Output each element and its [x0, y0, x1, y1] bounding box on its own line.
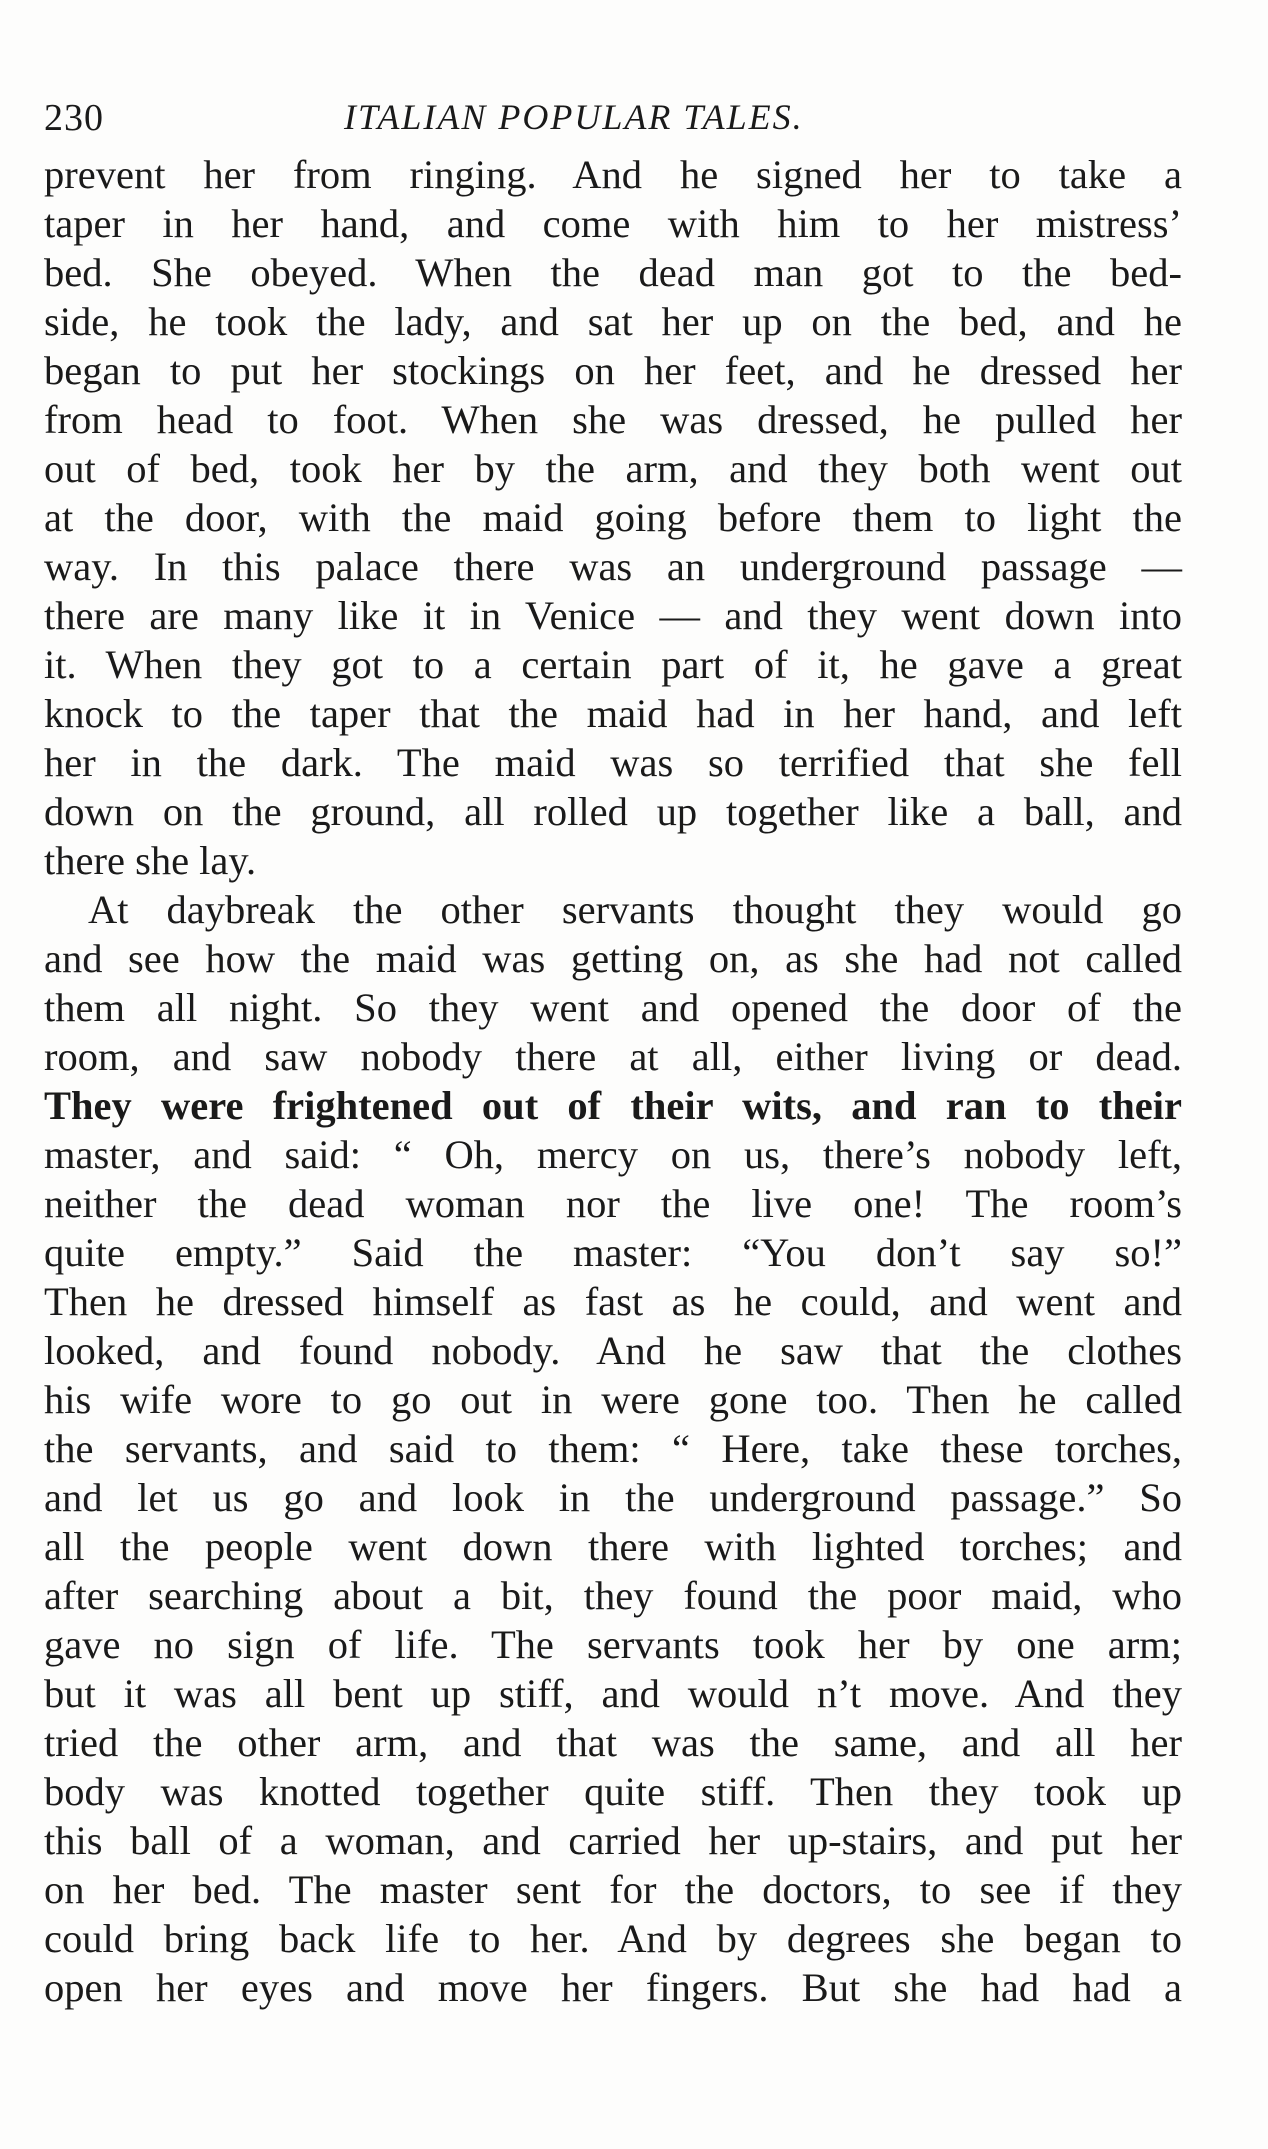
- text-line: after searching about a bit, they found the poor maid, who: [44, 1573, 1182, 1618]
- text-line: Then he dressed himself as fast as he could, and went and: [44, 1279, 1182, 1324]
- paragraph-start-line: At daybreak the other servants thought they would go: [88, 887, 1182, 932]
- text-line: quite empty.” Said the master: “You don’t say so!”: [44, 1230, 1182, 1275]
- text-line: out of bed, took her by the arm, and they both went out: [44, 446, 1182, 491]
- text-line: there are many like it in Venice — and they went down into: [44, 593, 1182, 638]
- text-line: the servants, and said to them: “ Here, take these torches,: [44, 1426, 1182, 1471]
- text-line: taper in her hand, and come with him to her mistress’: [44, 201, 1182, 246]
- text-line: and see how the maid was getting on, as she had not called: [44, 936, 1182, 981]
- text-line: neither the dead woman nor the live one! The room’s: [44, 1181, 1182, 1226]
- text-line: her in the dark. The maid was so terrified that she fell: [44, 740, 1182, 785]
- text-line: at the door, with the maid going before them to light the: [44, 495, 1182, 540]
- text-line: this ball of a woman, and carried her up-stairs, and put her: [44, 1818, 1182, 1863]
- text-line: way. In this palace there was an underground passage —: [44, 544, 1182, 589]
- running-head: [44, 96, 1164, 146]
- body-text: [44, 150, 1182, 2012]
- text-line: but it was all bent up stiff, and would n’t move. And they: [44, 1671, 1182, 1716]
- text-line: them all night. So they went and opened the door of the: [44, 985, 1182, 1030]
- text-line: body was knotted together quite stiff. Then they took up: [44, 1769, 1182, 1814]
- text-line: They were frightened out of their wits, and ran to their: [44, 1083, 1182, 1128]
- text-line: prevent her from ringing. And he signed her to take a: [44, 152, 1182, 197]
- text-line: could bring back life to her. And by degrees she began to: [44, 1916, 1182, 1961]
- running-title: ITALIAN POPULAR TALES.: [344, 97, 804, 137]
- text-line: open her eyes and move her fingers. But she had had a: [44, 1965, 1182, 2010]
- text-line: down on the ground, all rolled up together like a ball, and: [44, 789, 1182, 834]
- text-line: room, and saw nobody there at all, either living or dead.: [44, 1034, 1182, 1079]
- text-line: side, he took the lady, and sat her up on the bed, and he: [44, 299, 1182, 344]
- text-line: master, and said: “ Oh, mercy on us, there’s nobody left,: [44, 1132, 1182, 1177]
- text-line: looked, and found nobody. And he saw that the clothes: [44, 1328, 1182, 1373]
- text-line: and let us go and look in the underground passage.” So: [44, 1475, 1182, 1520]
- text-line: it. When they got to a certain part of it, he gave a great: [44, 642, 1182, 687]
- text-line: began to put her stockings on her feet, and he dressed her: [44, 348, 1182, 393]
- text-line: his wife wore to go out in were gone too. Then he called: [44, 1377, 1182, 1422]
- page-number: 230: [44, 97, 104, 139]
- text-line: there she lay.: [44, 838, 257, 883]
- text-line: bed. She obeyed. When the dead man got to the bed-: [44, 250, 1182, 295]
- text-line: all the people went down there with lighted torches; and: [44, 1524, 1182, 1569]
- text-line: knock to the taper that the maid had in her hand, and left: [44, 691, 1182, 736]
- text-line: from head to foot. When she was dressed, he pulled her: [44, 397, 1182, 442]
- text-line: gave no sign of life. The servants took her by one arm;: [44, 1622, 1182, 1667]
- text-line: on her bed. The master sent for the doctors, to see if they: [44, 1867, 1182, 1912]
- text-line: tried the other arm, and that was the same, and all her: [44, 1720, 1182, 1765]
